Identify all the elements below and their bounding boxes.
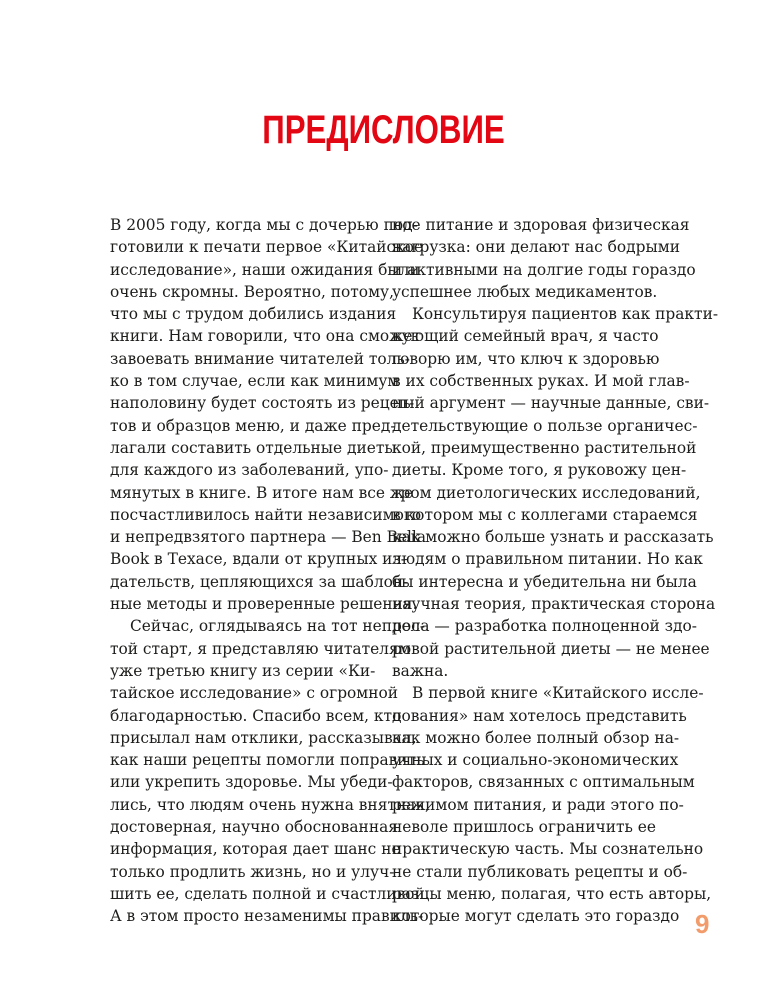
text-line: диеты. Кроме того, я руковожу цен- [392, 461, 687, 480]
text-column-right [392, 214, 719, 928]
text-line: ровой растительной диеты — не менее [392, 639, 710, 658]
text-line: неволе пришлось ограничить ее [392, 818, 656, 837]
text-line: учных и социально-экономических [392, 751, 679, 770]
text-line: присылал нам отклики, рассказывал, [110, 728, 417, 747]
text-line: В 2005 году, когда мы с дочерью под- [110, 216, 418, 234]
text-line: ное питание и здоровая физическая [392, 216, 690, 234]
text-line: той старт, я представляю читателям [110, 639, 411, 658]
text-line: или укрепить здоровье. Мы убеди- [110, 773, 393, 792]
page-number: 9 [695, 909, 710, 939]
text-line: кующий семейный врач, я часто [392, 327, 659, 346]
text-line: режимом питания, и ради этого по- [392, 795, 684, 814]
text-line: А в этом просто незаменимы правиль- [110, 907, 424, 926]
text-line: мянутых в книге. В итоге нам все же [110, 483, 414, 502]
text-line: лись, что людям очень нужна внятная, [110, 795, 430, 814]
text-line: шить ее, сделать полной и счастливой. [110, 884, 430, 903]
text-line: ные методы и проверенные решения. [110, 595, 418, 614]
text-line: в их собственных руках. И мой глав- [392, 372, 690, 391]
text-line: исследование», наши ожидания были [110, 260, 420, 279]
text-line: в котором мы с коллегами стараемся [392, 505, 698, 524]
text-line: информация, которая дает шанс не [110, 840, 401, 859]
text-line: практическую часть. Мы сознательно [392, 840, 704, 859]
text-line: и активными на долгие годы гораздо [392, 260, 696, 279]
text-line: наполовину будет состоять из рецеп- [110, 394, 415, 413]
text-line: не стали публиковать рецепты и об- [392, 862, 688, 881]
paragraph-first-line: Сейчас, оглядываясь на тот непрос- [130, 617, 425, 636]
text-line: книги. Нам говорили, что она сможет [110, 327, 421, 346]
page-title: ПРЕДИСЛОВИЕ [262, 108, 505, 152]
text-line: благодарностью. Спасибо всем, кто [110, 706, 402, 725]
text-line: тайское исследование» с огромной [110, 684, 399, 703]
text-line: ко в том случае, если как минимум [110, 372, 400, 391]
text-line: разцы меню, полагая, что есть авторы, [392, 884, 712, 903]
text-line: научная теория, практическая сторона [392, 595, 716, 614]
text-line: тром диетологических исследований, [392, 483, 701, 502]
text-line: как можно более полный обзор на- [392, 728, 680, 747]
text-line: факторов, связанных с оптимальным [392, 773, 695, 792]
text-line: что мы с трудом добились издания [110, 305, 397, 324]
paragraph-first-line: Консультируя пациентов как практи- [412, 305, 719, 324]
text-line: говорю им, что ключ к здоровью [392, 349, 660, 368]
text-line: завоевать внимание читателей толь- [110, 349, 410, 368]
text-line: для каждого из заболеваний, упо- [110, 461, 389, 480]
text-line: людям о правильном питании. Но как [392, 550, 703, 569]
text-line: тов и образцов меню, и даже пред- [110, 416, 396, 435]
text-line: детельствующие о пользе органичес- [392, 416, 698, 435]
text-line: успешнее любых медикаментов. [392, 282, 658, 301]
text-line: очень скромны. Вероятно, потому, [110, 282, 394, 301]
text-line: и непредвзятого партнера — Ben Bella [110, 528, 427, 547]
text-line: только продлить жизнь, но и улуч- [110, 862, 395, 881]
text-line: дела — разработка полноценной здо- [392, 617, 697, 636]
text-line: лагали составить отдельные диеты [110, 438, 397, 457]
text-line: как можно больше узнать и рассказать [392, 528, 714, 547]
text-line: посчастливилось найти независимого [110, 505, 422, 524]
text-line: нагрузка: они делают нас бодрыми [392, 238, 680, 257]
text-line: дательств, цепляющихся за шаблон- [110, 572, 409, 591]
text-line: важна. [392, 661, 449, 680]
text-line: готовили к печати первое «Китайское [110, 238, 424, 257]
paragraph-first-line: В первой книге «Китайского иссле- [412, 684, 704, 703]
text-line: кой, преимущественно растительной [392, 438, 697, 457]
text-line: достоверная, научно обоснованная [110, 818, 398, 837]
text-line: дования» нам хотелось представить [392, 706, 687, 725]
text-line: бы интересна и убедительна ни была [392, 572, 697, 591]
text-line: уже третью книгу из серии «Ки- [110, 661, 376, 680]
text-line: ный аргумент — научные данные, сви- [392, 394, 710, 413]
text-line: которые могут сделать это гораздо [392, 907, 680, 926]
text-line: Book в Техасе, вдали от крупных из- [110, 550, 406, 569]
text-line: как наши рецепты помогли поправить [110, 751, 425, 770]
